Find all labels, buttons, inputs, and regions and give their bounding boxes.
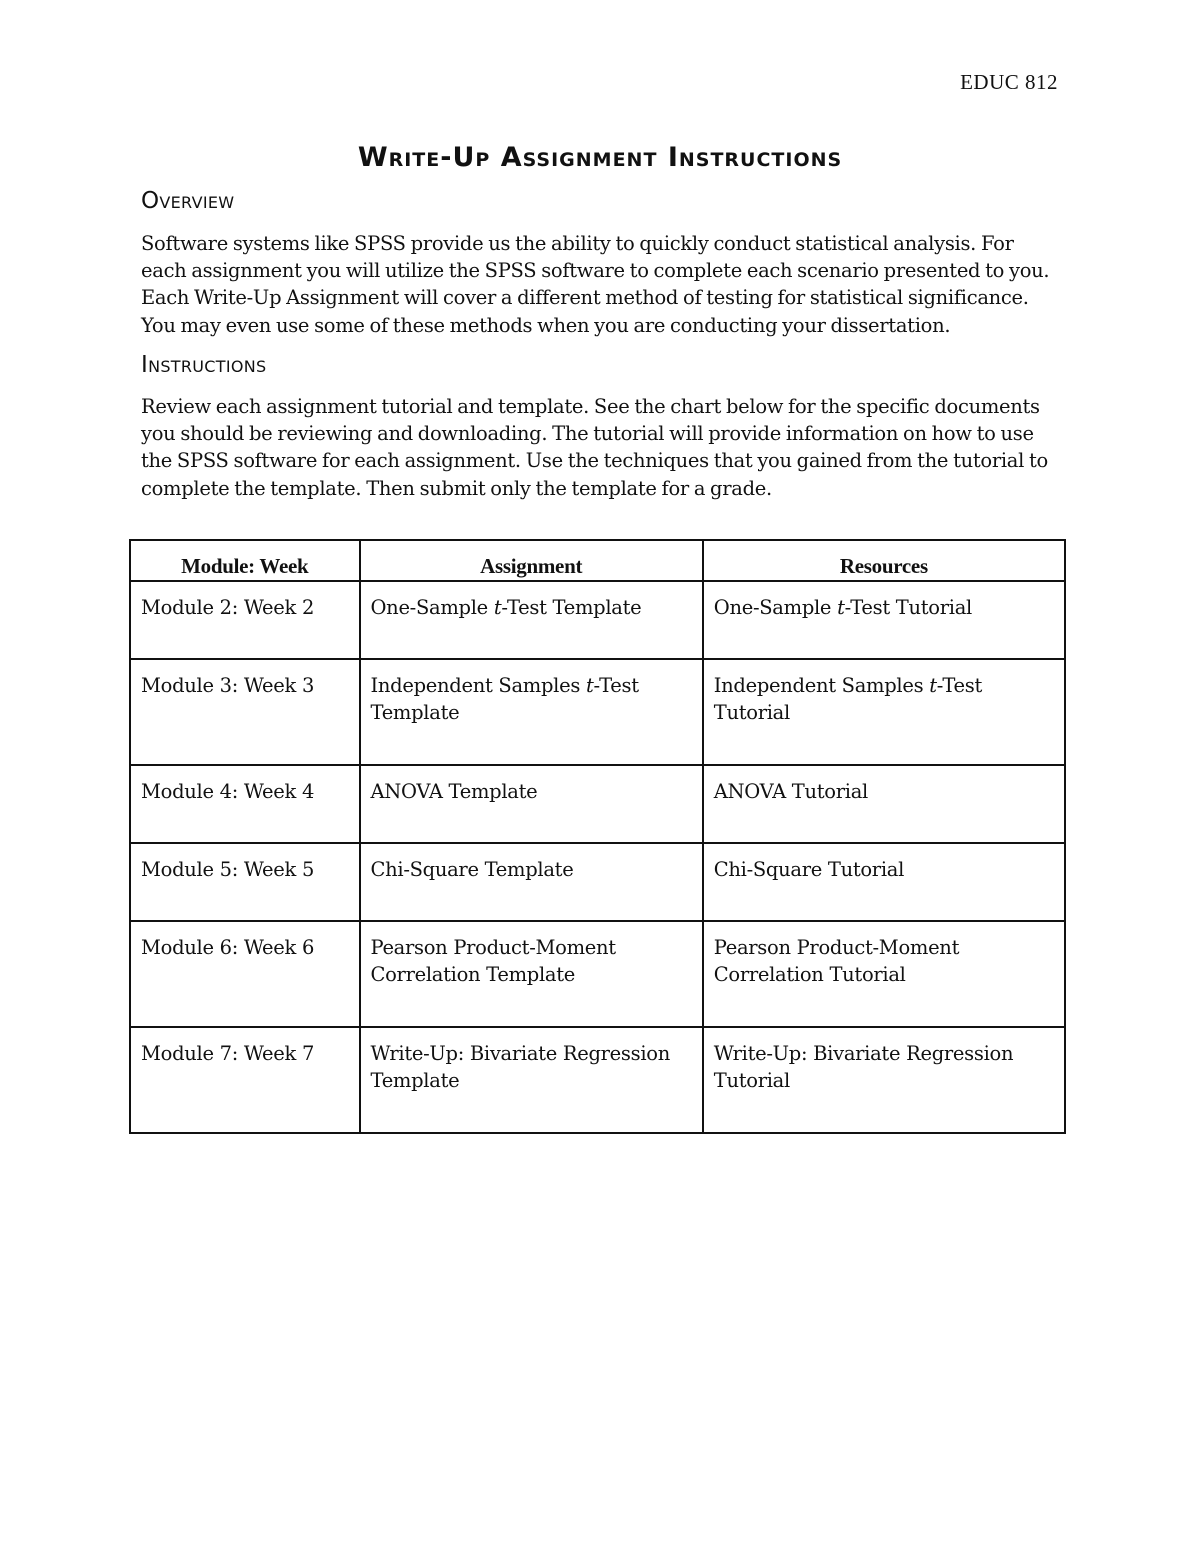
assignment-cell <box>360 1027 703 1133</box>
resource-cell <box>703 581 1065 659</box>
table-row <box>130 921 1065 1027</box>
table-row <box>130 843 1065 921</box>
table-row <box>130 581 1065 659</box>
overview-line: Software systems like SPSS provide us the ability to quickly conduct statistical analysis. For <box>141 232 1014 255</box>
resource-line: ANOVA Tutorial <box>713 780 868 803</box>
resource-line: Write-Up: Bivariate Regression <box>713 1042 1014 1065</box>
assignment-line: ANOVA Template <box>370 780 538 803</box>
overview-paragraph <box>141 230 1071 339</box>
module-cell: Module 6: Week 6 <box>130 921 360 1027</box>
resource-cell <box>703 921 1065 1027</box>
resource-cell <box>703 659 1065 765</box>
document-title: Write-Up Assignment Instructions <box>357 142 843 173</box>
assignment-line-2: Template <box>370 1069 460 1092</box>
assignment-cell <box>360 765 703 843</box>
module-cell: Module 2: Week 2 <box>130 581 360 659</box>
table-row <box>130 765 1065 843</box>
instructions-line: Review each assignment tutorial and template. See the chart below for the specific documents <box>141 395 1040 418</box>
instructions-heading: Instructions <box>141 352 267 378</box>
overview-line: Each Write-Up Assignment will cover a different method of testing for statistical significance. <box>141 286 1029 310</box>
table-header-row <box>130 540 1065 581</box>
assignment-line-2: Correlation Template <box>370 963 576 986</box>
table-row <box>130 1027 1065 1133</box>
resource-cell <box>703 1027 1065 1133</box>
resource-line: Pearson Product-Moment <box>713 936 960 959</box>
assignment-line: Pearson Product-Moment <box>370 936 616 959</box>
assignment-cell <box>360 581 703 659</box>
table-row <box>130 659 1065 765</box>
resource-line-2: Correlation Tutorial <box>713 963 906 986</box>
resource-line: Independent Samples t-Test <box>713 674 983 697</box>
overview-line: each assignment you will utilize the SPSS software to complete each scenario presented to you. <box>141 259 1050 283</box>
module-cell: Module 3: Week 3 <box>130 659 360 765</box>
resource-line: One-Sample t-Test Tutorial <box>713 596 972 619</box>
resource-cell <box>703 843 1065 921</box>
module-resources-table <box>129 539 1066 1134</box>
assignment-cell <box>360 659 703 765</box>
module-cell: Module 4: Week 4 <box>130 765 360 843</box>
resource-line: Chi-Square Tutorial <box>713 858 905 881</box>
assignment-line: Chi-Square Template <box>370 858 574 881</box>
assignment-cell <box>360 843 703 921</box>
instructions-line: the SPSS software for each assignment. Use the techniques that you gained from the tutorial to <box>141 449 1048 473</box>
overview-line: You may even use some of these methods when you are conducting your dissertation. <box>141 313 951 337</box>
column-header-module: Module: Week <box>130 540 360 581</box>
assignment-line-2: Template <box>370 701 460 724</box>
overview-heading: Overview <box>141 188 235 214</box>
module-cell: Module 5: Week 5 <box>130 843 360 921</box>
assignment-line: Write-Up: Bivariate Regression <box>370 1042 670 1065</box>
resource-line-2: Tutorial <box>713 701 790 724</box>
resource-line-2: Tutorial <box>713 1069 790 1092</box>
instructions-line: you should be reviewing and downloading. The tutorial will provide information on how to use <box>141 422 1034 446</box>
assignment-line: One-Sample t-Test Template <box>370 596 642 619</box>
resource-cell <box>703 765 1065 843</box>
assignment-cell <box>360 921 703 1027</box>
column-header-resources: Resources <box>703 540 1065 581</box>
instructions-line: complete the template. Then submit only the template for a grade. <box>141 476 772 500</box>
assignment-line: Independent Samples t-Test <box>370 674 639 697</box>
instructions-paragraph <box>141 393 1071 502</box>
course-code: EDUC 812 <box>960 70 1058 94</box>
module-cell: Module 7: Week 7 <box>130 1027 360 1133</box>
column-header-assignment: Assignment <box>360 540 703 581</box>
